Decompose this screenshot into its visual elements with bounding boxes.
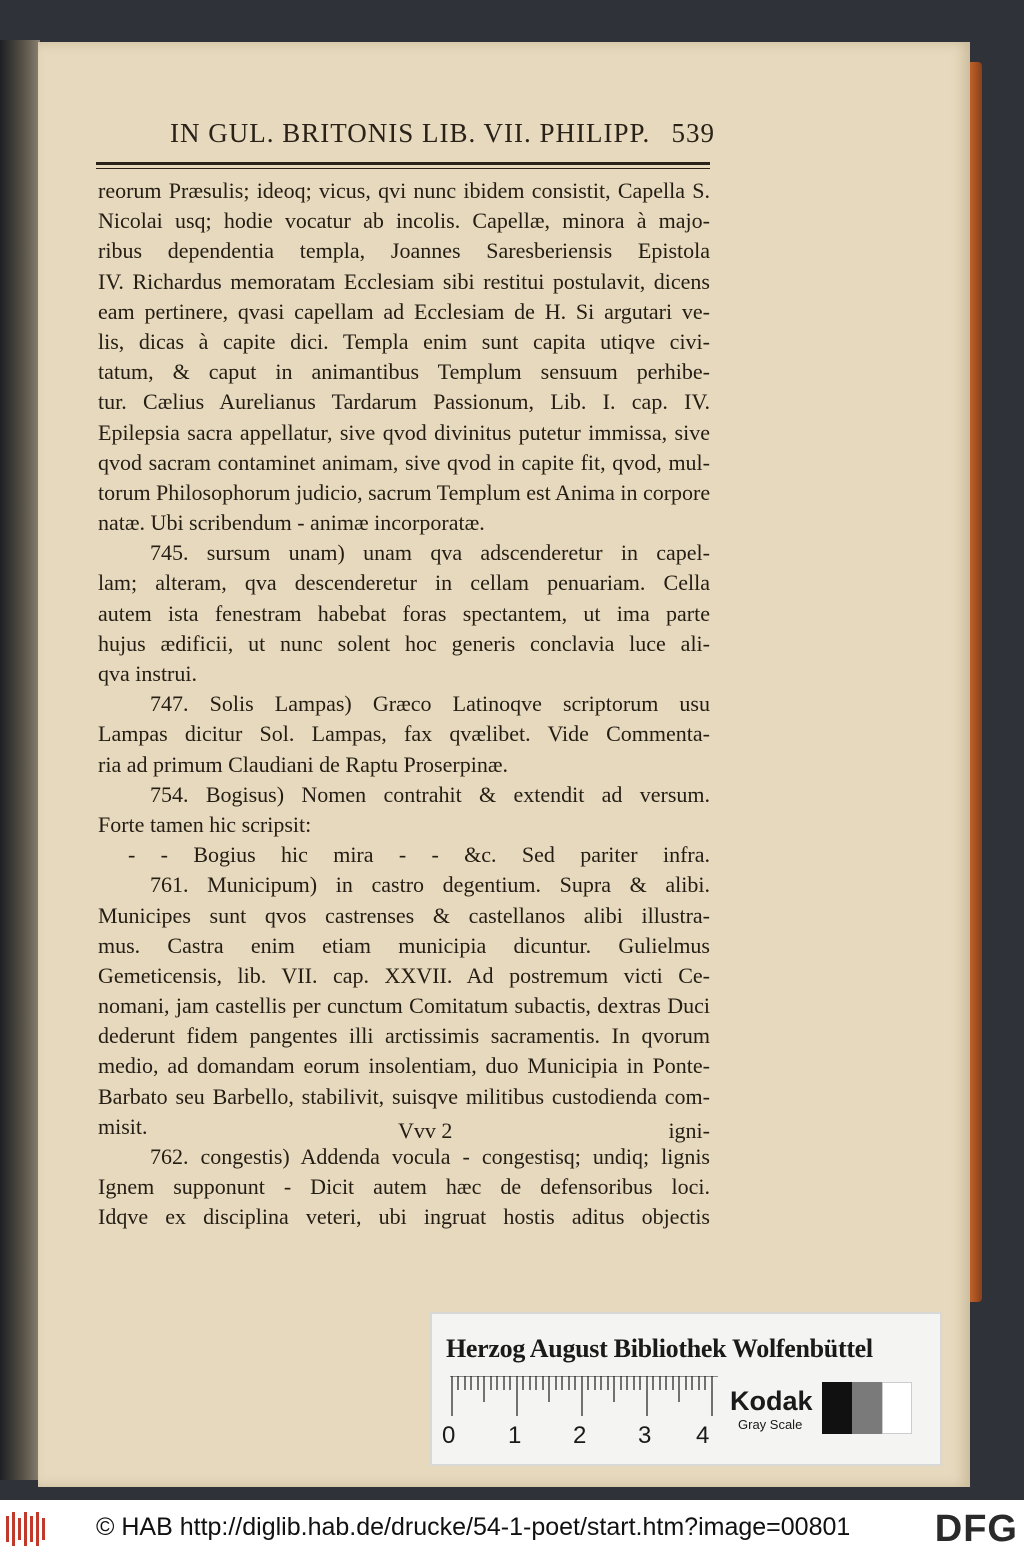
- ruler-number: 2: [573, 1422, 587, 1449]
- ruler-number: 4: [696, 1422, 710, 1449]
- text-line: ribus dependentia templa, Joannes Saresberiensis Epistola: [98, 238, 710, 264]
- ruler-numbers: [442, 1422, 722, 1450]
- text-line: Gemeticensis, lib. VII. cap. XXVII. Ad postremum victi Ce-: [98, 962, 710, 988]
- text-line: Municipes sunt qvos castrenses & castellanos alibi illustra-: [98, 902, 710, 928]
- text-line: Nicolai usq; hodie vocatur ab incolis. Capellæ, minora à majo-: [98, 208, 710, 234]
- text-line: Forte tamen hic scripsit:: [98, 811, 312, 837]
- page-number: 539: [671, 118, 715, 148]
- ruler-scale: [450, 1376, 718, 1420]
- text-line: 761. Municipum) in castro degentium. Supra & alibi.: [150, 872, 710, 898]
- text-line: - - Bogius hic mira - - &c. Sed pariter infra.: [128, 842, 710, 868]
- header-title: IN GUL. BRITONIS LIB. VII. PHILIPP.: [170, 118, 651, 148]
- text-line: misit.: [98, 1113, 148, 1139]
- ruler-number: 0: [442, 1422, 456, 1449]
- body-text: [98, 176, 710, 1233]
- text-line: eam pertinere, qvasi capellam ad Ecclesiam de H. Si argutari ve-: [98, 298, 710, 324]
- gray-scale-label: Gray Scale: [738, 1417, 803, 1432]
- text-line: lam; alteram, qva descenderetur in cellam penuariam. Cella: [98, 570, 710, 596]
- catchword: igni-: [668, 1118, 710, 1143]
- text-line: 762. congestis) Addenda vocula - congestisq; undiq; lignis: [150, 1144, 710, 1169]
- text-line: tur. Cælius Aurelianus Tardarum Passionum, Lib. I. cap. IV.: [98, 389, 710, 415]
- hab-logo-icon: [6, 1512, 48, 1546]
- text-line: natæ. Ubi scribendum - animæ incorporatæ.: [98, 510, 485, 536]
- page-footer: [98, 1118, 710, 1148]
- text-line: qvod sacram contaminet animam, sive qvod in capite fit, qvod, mul-: [98, 449, 710, 475]
- copyright-link[interactable]: © HAB http://diglib.hab.de/drucke/54-1-poet/start.htm?image=00801: [96, 1513, 851, 1541]
- header-rule: [96, 162, 710, 165]
- text-line: lis, dicas à capite dici. Templa enim sunt capita utiqve civi-: [98, 328, 710, 354]
- ruler-number: 1: [508, 1422, 522, 1449]
- kodak-logo: Kodak: [730, 1386, 813, 1416]
- header-rule-thin: [96, 168, 710, 169]
- text-line: Lampas dicitur Sol. Lampas, fax qvælibet. Vide Commenta-: [98, 721, 710, 747]
- text-line: ria ad primum Claudiani de Raptu Proserpinæ.: [98, 751, 508, 777]
- running-header: [170, 118, 715, 158]
- bottom-bar: [0, 1500, 1024, 1557]
- swatch-black: [822, 1382, 852, 1434]
- book-gutter: [0, 40, 40, 1480]
- text-line: reorum Præsulis; ideoq; vicus, qvi nunc ibidem consistit, Capella S.: [98, 178, 710, 203]
- text-line: Idqve ex disciplina veteri, ubi ingruat hostis aditus objectis: [98, 1204, 710, 1230]
- text-line: nomani, jam castellis per cunctum Comitatum subactis, dextras Duci: [98, 993, 710, 1019]
- dfg-logo: DFG: [934, 1508, 1018, 1550]
- text-line: Barbato seu Barbello, stabilivit, suisqve militibus custodienda com-: [98, 1083, 710, 1109]
- ruler-number: 3: [638, 1422, 652, 1449]
- text-line: qva instrui.: [98, 661, 197, 686]
- swatch-gray: [852, 1382, 882, 1434]
- text-line: 747. Solis Lampas) Græco Latinoqve scriptorum usu: [150, 691, 710, 717]
- text-line: Ignem supponunt - Dicit autem hæc de defensoribus loci.: [98, 1174, 710, 1200]
- text-line: autem ista fenestram habebat foras spectantem, ut ima parte: [98, 600, 710, 626]
- library-name: Herzog August Bibliothek Wolfenbüttel: [446, 1334, 873, 1363]
- text-line: Epilepsia sacra appellatur, sive qvod divinitus putetur immissa, sive: [98, 419, 710, 445]
- text-line: hujus ædificii, ut nunc solent hoc generis conclavia luce ali-: [98, 630, 710, 656]
- text-line: 745. sursum unam) unam qva adscenderetur in capel-: [150, 540, 710, 566]
- color-target-card: [430, 1312, 942, 1466]
- text-line: 754. Bogisus) Nomen contrahit & extendit ad versum.: [150, 781, 710, 807]
- ruler-ticks: [450, 1376, 718, 1420]
- text-line: tatum, & caput in animantibus Templum sensuum perhibe-: [98, 359, 710, 385]
- text-line: mus. Castra enim etiam municipia dicuntur. Gulielmus: [98, 932, 710, 958]
- text-line: IV. Richardus memoratam Ecclesiam sibi restitui postulavit, dicens: [98, 268, 710, 294]
- text-line: dederunt fidem pangentes illi arctissimis sacramentis. In qvorum: [98, 1023, 710, 1049]
- text-line: medio, ad domandam eorum insolentiam, duo Municipia in Ponte-: [98, 1053, 710, 1079]
- text-line: torum Philosophorum judicio, sacrum Templum est Anima in corpore: [98, 479, 710, 505]
- signature-mark: Vvv 2: [398, 1118, 453, 1143]
- swatch-white: [882, 1382, 912, 1434]
